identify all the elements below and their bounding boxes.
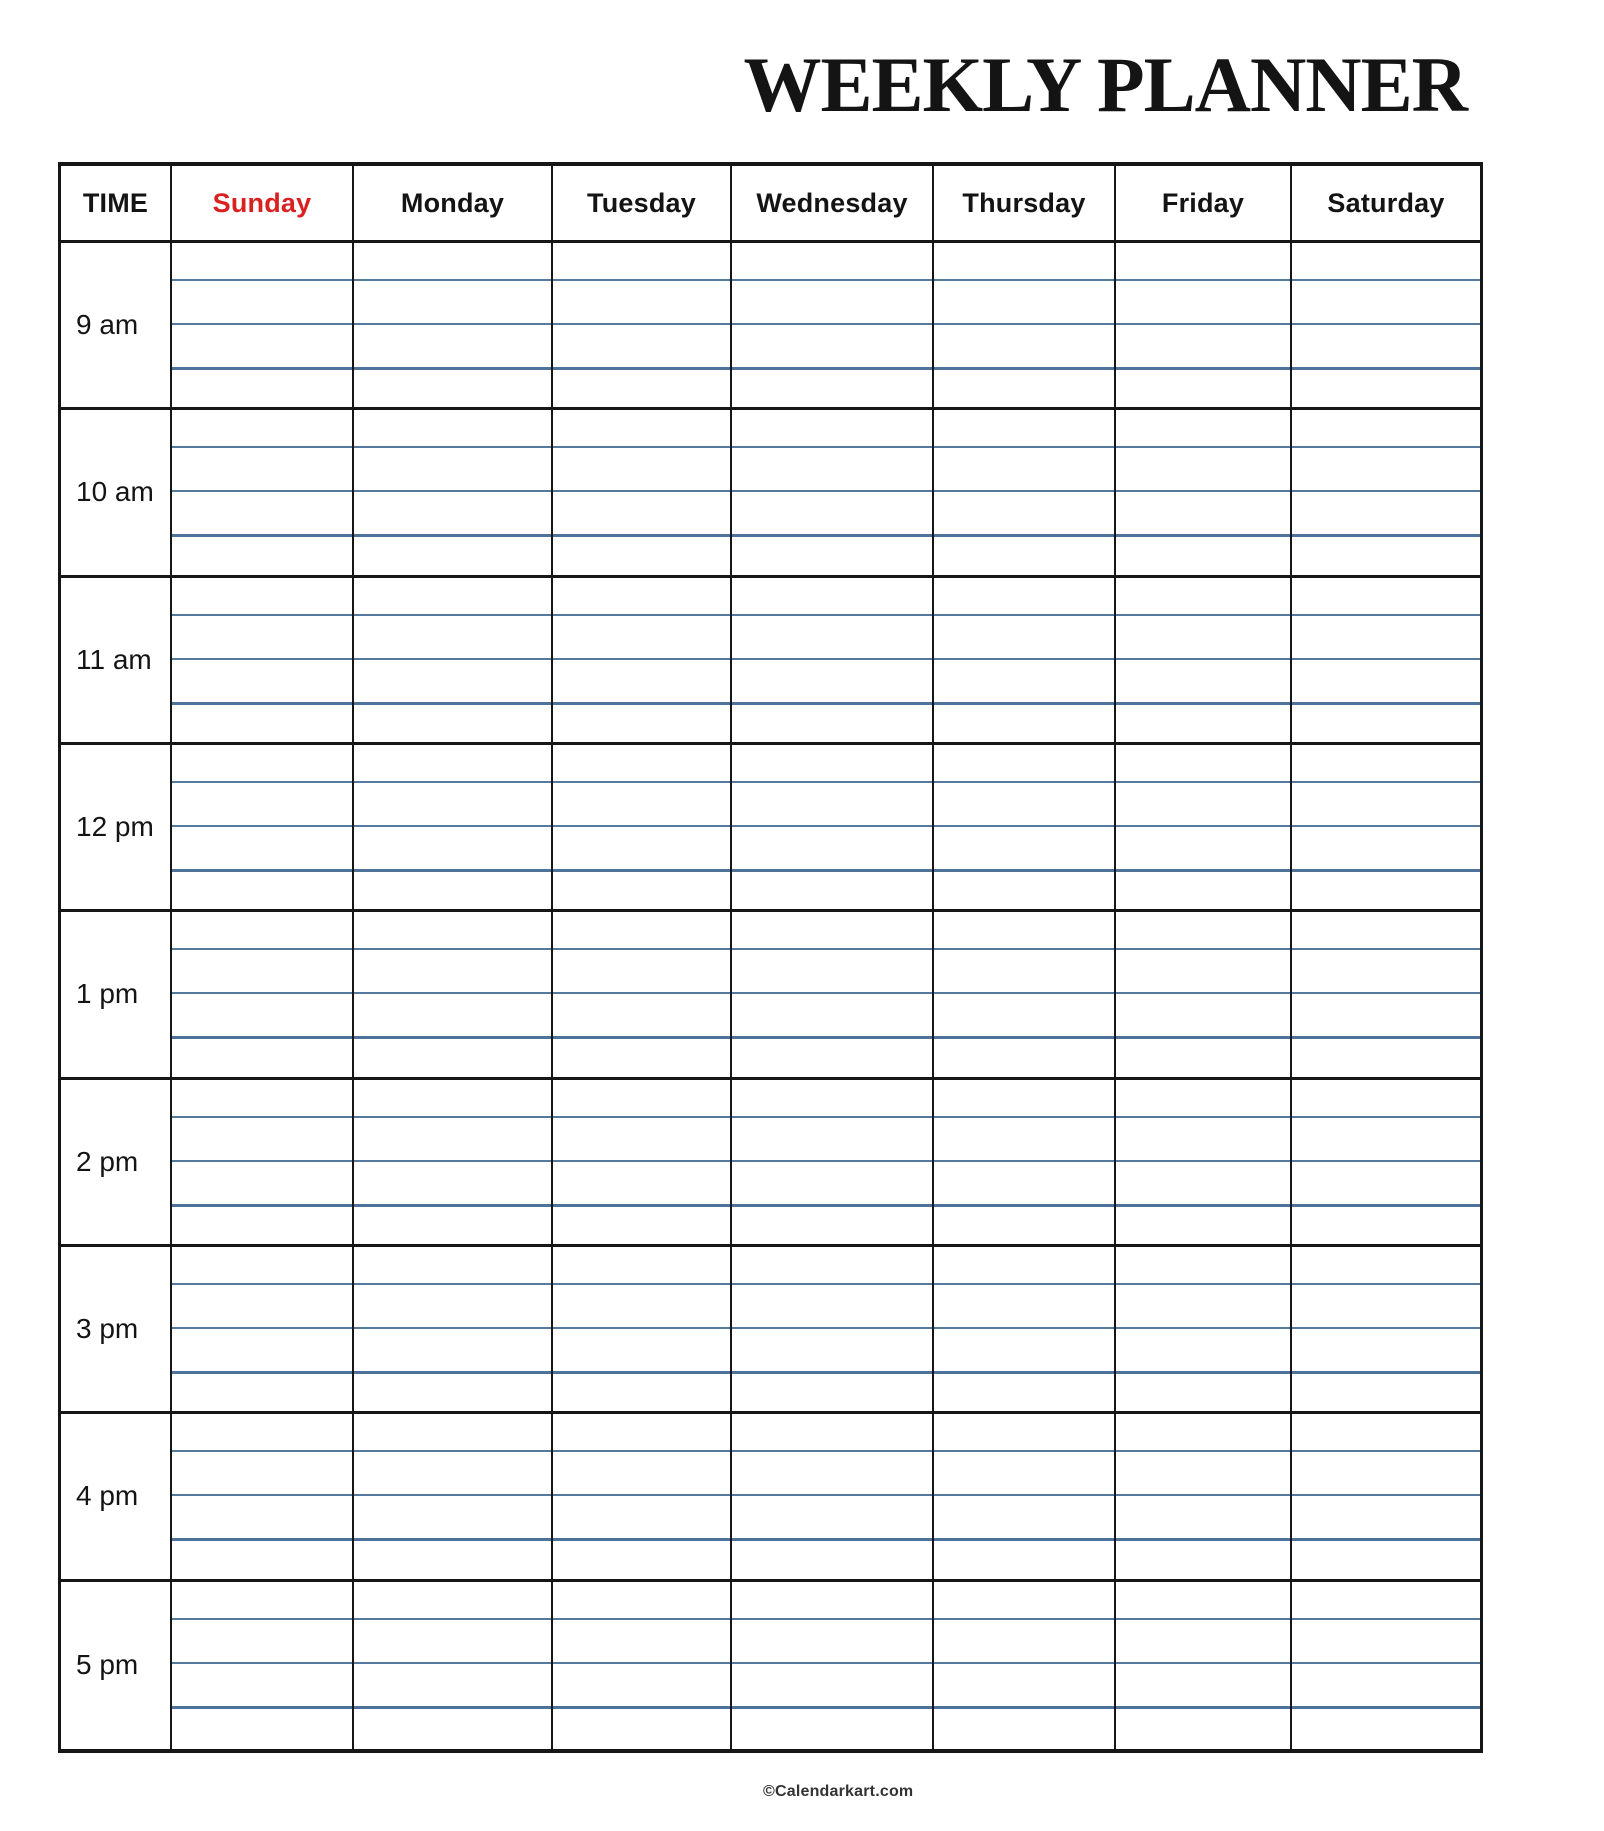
footer-credit: ©Calendarkart.com bbox=[763, 1783, 914, 1800]
time-header-cell: TIME bbox=[61, 166, 172, 243]
cell-monday-5-pm bbox=[354, 1582, 553, 1749]
day-header-thursday: Thursday bbox=[934, 166, 1116, 243]
cell-thursday-10-am bbox=[934, 410, 1116, 577]
cell-wednesday-9-am bbox=[732, 243, 934, 410]
cell-thursday-3-pm bbox=[934, 1247, 1116, 1414]
cell-tuesday-11-am bbox=[553, 578, 732, 745]
cell-monday-11-am bbox=[354, 578, 553, 745]
cell-saturday-4-pm bbox=[1292, 1414, 1480, 1581]
day-header-saturday: Saturday bbox=[1292, 166, 1480, 243]
day-header-monday: Monday bbox=[354, 166, 553, 243]
time-label-12-pm: 12 pm bbox=[61, 745, 172, 912]
time-label-9-am: 9 am bbox=[61, 243, 172, 410]
cell-monday-4-pm bbox=[354, 1414, 553, 1581]
cell-monday-2-pm bbox=[354, 1080, 553, 1247]
time-label-5-pm: 5 pm bbox=[61, 1582, 172, 1749]
cell-tuesday-5-pm bbox=[553, 1582, 732, 1749]
cell-wednesday-1-pm bbox=[732, 912, 934, 1079]
cell-tuesday-9-am bbox=[553, 243, 732, 410]
cell-sunday-2-pm bbox=[172, 1080, 354, 1247]
cell-sunday-3-pm bbox=[172, 1247, 354, 1414]
cell-thursday-5-pm bbox=[934, 1582, 1116, 1749]
cell-friday-2-pm bbox=[1116, 1080, 1292, 1247]
cell-tuesday-10-am bbox=[553, 410, 732, 577]
cell-wednesday-4-pm bbox=[732, 1414, 934, 1581]
cell-friday-4-pm bbox=[1116, 1414, 1292, 1581]
time-label-4-pm: 4 pm bbox=[61, 1414, 172, 1581]
cell-wednesday-2-pm bbox=[732, 1080, 934, 1247]
cell-friday-3-pm bbox=[1116, 1247, 1292, 1414]
cell-tuesday-4-pm bbox=[553, 1414, 732, 1581]
cell-friday-5-pm bbox=[1116, 1582, 1292, 1749]
cell-friday-9-am bbox=[1116, 243, 1292, 410]
cell-sunday-9-am bbox=[172, 243, 354, 410]
cell-saturday-3-pm bbox=[1292, 1247, 1480, 1414]
time-label-10-am: 10 am bbox=[61, 410, 172, 577]
cell-sunday-5-pm bbox=[172, 1582, 354, 1749]
cell-saturday-11-am bbox=[1292, 578, 1480, 745]
cell-monday-10-am bbox=[354, 410, 553, 577]
cell-thursday-4-pm bbox=[934, 1414, 1116, 1581]
day-header-sunday: Sunday bbox=[172, 166, 354, 243]
cell-tuesday-2-pm bbox=[553, 1080, 732, 1247]
planner-table bbox=[58, 162, 1483, 1753]
page-title: WEEKLY PLANNER bbox=[743, 41, 1467, 128]
cell-monday-9-am bbox=[354, 243, 553, 410]
time-label-1-pm: 1 pm bbox=[61, 912, 172, 1079]
time-label-2-pm: 2 pm bbox=[61, 1080, 172, 1247]
cell-saturday-10-am bbox=[1292, 410, 1480, 577]
cell-sunday-1-pm bbox=[172, 912, 354, 1079]
cell-tuesday-3-pm bbox=[553, 1247, 732, 1414]
cell-thursday-1-pm bbox=[934, 912, 1116, 1079]
cell-friday-10-am bbox=[1116, 410, 1292, 577]
cell-monday-3-pm bbox=[354, 1247, 553, 1414]
cell-saturday-1-pm bbox=[1292, 912, 1480, 1079]
cell-saturday-5-pm bbox=[1292, 1582, 1480, 1749]
cell-saturday-12-pm bbox=[1292, 745, 1480, 912]
cell-sunday-4-pm bbox=[172, 1414, 354, 1581]
cell-saturday-9-am bbox=[1292, 243, 1480, 410]
cell-wednesday-3-pm bbox=[732, 1247, 934, 1414]
time-label-11-am: 11 am bbox=[61, 578, 172, 745]
cell-sunday-10-am bbox=[172, 410, 354, 577]
cell-wednesday-12-pm bbox=[732, 745, 934, 912]
cell-thursday-11-am bbox=[934, 578, 1116, 745]
day-header-wednesday: Wednesday bbox=[732, 166, 934, 243]
cell-thursday-2-pm bbox=[934, 1080, 1116, 1247]
cell-monday-1-pm bbox=[354, 912, 553, 1079]
cell-friday-11-am bbox=[1116, 578, 1292, 745]
cell-thursday-12-pm bbox=[934, 745, 1116, 912]
cell-monday-12-pm bbox=[354, 745, 553, 912]
cell-saturday-2-pm bbox=[1292, 1080, 1480, 1247]
cell-tuesday-1-pm bbox=[553, 912, 732, 1079]
cell-friday-12-pm bbox=[1116, 745, 1292, 912]
cell-tuesday-12-pm bbox=[553, 745, 732, 912]
cell-wednesday-10-am bbox=[732, 410, 934, 577]
cell-sunday-11-am bbox=[172, 578, 354, 745]
cell-friday-1-pm bbox=[1116, 912, 1292, 1079]
cell-wednesday-5-pm bbox=[732, 1582, 934, 1749]
cell-wednesday-11-am bbox=[732, 578, 934, 745]
cell-sunday-12-pm bbox=[172, 745, 354, 912]
time-label-3-pm: 3 pm bbox=[61, 1247, 172, 1414]
cell-thursday-9-am bbox=[934, 243, 1116, 410]
day-header-friday: Friday bbox=[1116, 166, 1292, 243]
day-header-tuesday: Tuesday bbox=[553, 166, 732, 243]
